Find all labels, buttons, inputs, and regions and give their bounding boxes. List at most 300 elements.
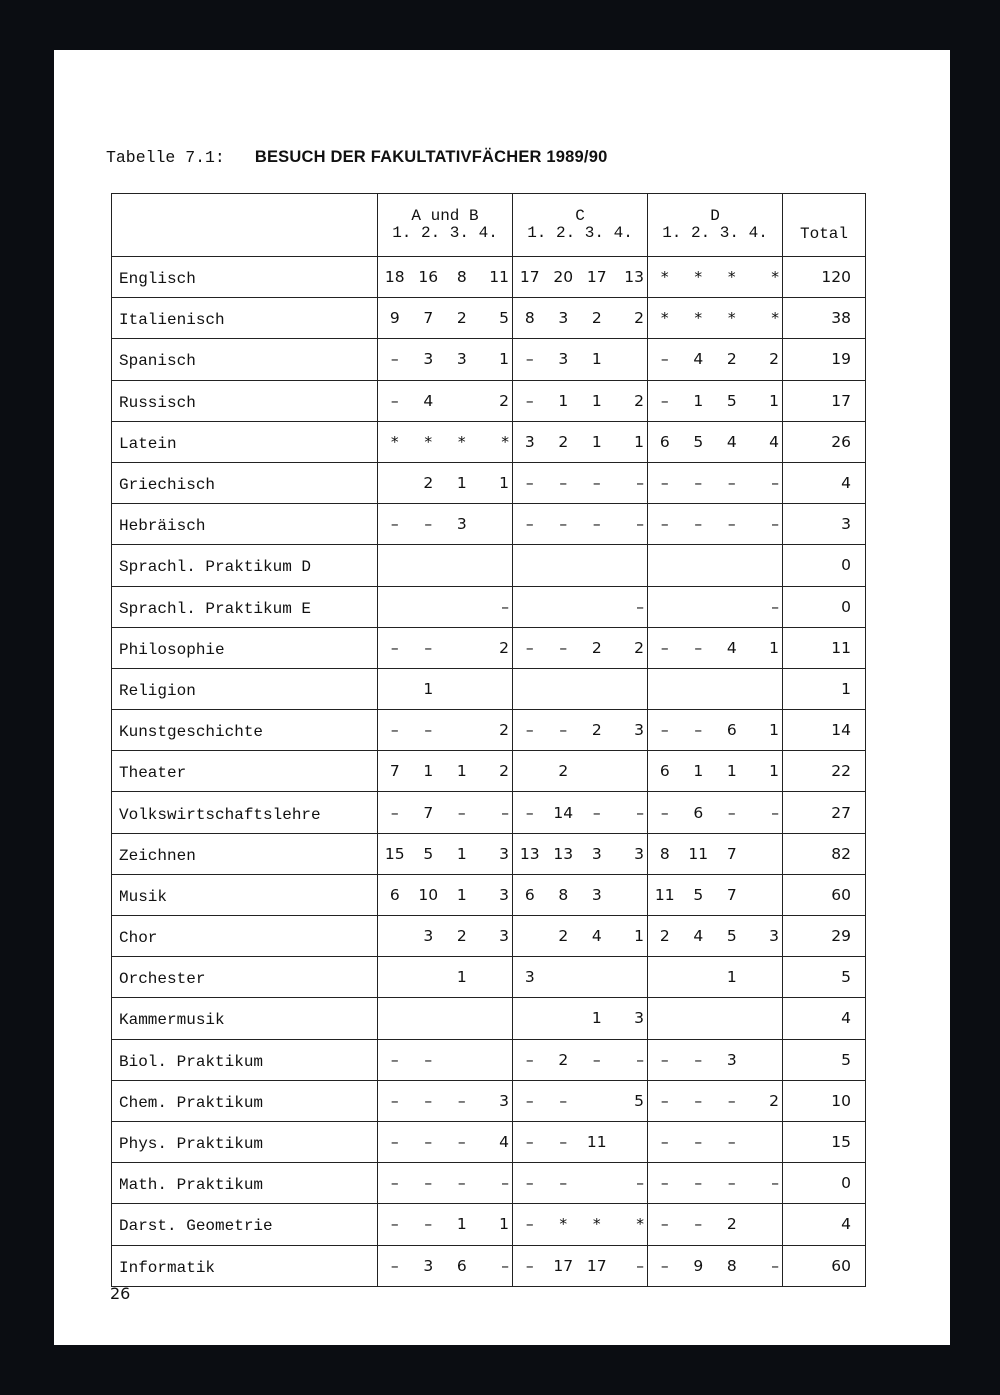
table-row (112, 257, 866, 298)
group-cell-c (513, 545, 648, 586)
value-cell: 11 (586, 1133, 607, 1152)
value-cell: 2 (634, 638, 644, 657)
value-cell: * (694, 309, 703, 328)
value-cell: 3 (499, 885, 509, 904)
value-cell: * (771, 268, 779, 287)
value-cell (648, 967, 682, 987)
value-cell (445, 720, 479, 740)
group-cell-ab (378, 339, 513, 380)
table-row (112, 751, 866, 792)
value-cell: – (525, 515, 534, 534)
value-cell: 2 (499, 638, 509, 657)
value-cell: 11 (654, 885, 675, 904)
value-cell: 1 (558, 391, 569, 410)
value-cell: 3 (423, 927, 434, 946)
value-cell: 6 (524, 885, 535, 904)
value-cell: 8 (524, 309, 535, 328)
total-cell: 0 (783, 586, 866, 627)
value-cell: 1 (456, 1215, 467, 1234)
value-cell: 1 (693, 762, 704, 781)
total-cell: 27 (783, 792, 866, 833)
group-cell-d (648, 1245, 783, 1286)
value-cell (580, 555, 614, 575)
subject-name: Zeichnen (112, 833, 378, 874)
value-cell: 4 (726, 432, 737, 451)
total-cell: 60 (783, 874, 866, 915)
value-cell: 15 (384, 844, 405, 863)
value-cell (547, 1008, 581, 1028)
value-cell (412, 597, 446, 617)
value-cell: 1 (634, 927, 644, 946)
value-cell (513, 597, 547, 617)
value-cell: – (424, 1174, 433, 1193)
value-cell: – (390, 638, 399, 657)
group-cell-d (648, 339, 783, 380)
group-cell-c (513, 710, 648, 751)
group-name: D (710, 207, 720, 225)
value-cell: 1 (456, 762, 467, 781)
value-cell (682, 679, 716, 699)
value-cell: – (636, 1050, 644, 1069)
value-cell: 7 (726, 844, 737, 863)
group-cell-d (648, 257, 783, 298)
value-cell (580, 967, 614, 987)
group-cell-c (513, 998, 648, 1039)
value-cell: – (457, 1091, 466, 1110)
value-cell (749, 967, 783, 987)
value-cell (445, 679, 479, 699)
group-sub: 1. 2. 3. 4. (527, 224, 633, 242)
value-cell: – (424, 1133, 433, 1152)
value-cell: 14 (553, 803, 574, 822)
value-cell: * (559, 1215, 568, 1234)
value-cell: 3 (499, 1091, 509, 1110)
value-cell: 2 (558, 762, 569, 781)
group-cell-ab (378, 710, 513, 751)
group-cell-ab (378, 916, 513, 957)
group-cell-c (513, 1163, 648, 1204)
subject-name: Religion (112, 668, 378, 709)
value-cell (445, 555, 479, 575)
subject-name: Spanisch (112, 339, 378, 380)
value-cell: – (457, 803, 466, 822)
value-cell: – (636, 803, 644, 822)
group-cell-d (648, 462, 783, 503)
value-cell: 1 (693, 391, 704, 410)
total-cell: 19 (783, 339, 866, 380)
subject-name: Philosophie (112, 627, 378, 668)
value-cell: – (390, 1174, 399, 1193)
value-cell (479, 967, 513, 987)
value-cell: – (660, 1091, 669, 1110)
value-cell: 2 (591, 309, 602, 328)
value-cell (715, 679, 749, 699)
table-row (112, 380, 866, 421)
value-cell: – (727, 474, 736, 493)
value-cell: 11 (489, 268, 509, 287)
group-cell-c (513, 957, 648, 998)
subject-name: Informatik (112, 1245, 378, 1286)
group-cell-d (648, 1080, 783, 1121)
value-cell (614, 679, 648, 699)
value-cell: 20 (553, 268, 574, 287)
value-cell: 2 (499, 721, 509, 740)
value-cell: 13 (624, 268, 644, 287)
value-cell: 5 (726, 927, 737, 946)
table-row (112, 504, 866, 545)
table-caption (106, 147, 607, 167)
value-cell (580, 679, 614, 699)
group-name: C (575, 207, 585, 225)
total-cell: 10 (783, 1080, 866, 1121)
value-cell: 3 (423, 1256, 434, 1275)
value-cell: – (390, 803, 399, 822)
value-cell: * (727, 268, 736, 287)
value-cell: 1 (591, 1009, 602, 1028)
value-cell (614, 555, 648, 575)
group-cell-c (513, 833, 648, 874)
group-cell-ab (378, 627, 513, 668)
value-cell (513, 761, 547, 781)
value-cell: – (694, 1091, 703, 1110)
group-cell-c (513, 298, 648, 339)
subject-name: Biol. Praktikum (112, 1039, 378, 1080)
value-cell: 4 (769, 432, 779, 451)
value-cell: 8 (456, 268, 467, 287)
value-cell: – (424, 721, 433, 740)
value-cell: 8 (558, 885, 569, 904)
group-cell-d (648, 1163, 783, 1204)
value-cell: 6 (726, 721, 737, 740)
value-cell: 13 (553, 844, 574, 863)
table-row (112, 421, 866, 462)
value-cell (479, 679, 513, 699)
value-cell: – (390, 1091, 399, 1110)
value-cell (749, 555, 783, 575)
value-cell: 18 (384, 268, 405, 287)
value-cell: – (592, 803, 601, 822)
group-cell-ab (378, 998, 513, 1039)
value-cell: 2 (499, 391, 509, 410)
value-cell: – (424, 1091, 433, 1110)
value-cell: 2 (659, 927, 670, 946)
group-cell-c (513, 586, 648, 627)
subject-name: Sprachl. Praktikum E (112, 586, 378, 627)
table-row (112, 586, 866, 627)
total-cell: 4 (783, 1204, 866, 1245)
group-cell-d (648, 874, 783, 915)
group-cell-d (648, 751, 783, 792)
value-cell: 3 (558, 309, 569, 328)
value-cell: – (525, 1174, 534, 1193)
group-cell-c (513, 257, 648, 298)
value-cell: – (525, 1215, 534, 1234)
value-cell: 3 (456, 350, 467, 369)
group-sub: 1. 2. 3. 4. (392, 224, 498, 242)
value-cell: 3 (558, 350, 569, 369)
group-cell-ab (378, 1204, 513, 1245)
group-cell-d (648, 833, 783, 874)
value-cell: 3 (423, 350, 434, 369)
value-cell: * (660, 309, 669, 328)
value-cell: 1 (456, 885, 467, 904)
value-cell (513, 555, 547, 575)
subject-name: Kammermusik (112, 998, 378, 1039)
group-cell-c (513, 1245, 648, 1286)
group-cell-ab (378, 1245, 513, 1286)
value-cell: 5 (693, 432, 704, 451)
value-cell: – (771, 515, 779, 534)
group-cell-c (513, 668, 648, 709)
value-cell: 2 (726, 350, 737, 369)
value-cell (749, 1214, 783, 1234)
value-cell: 7 (423, 309, 434, 328)
table-row (112, 1163, 866, 1204)
value-cell: 3 (499, 927, 509, 946)
value-cell (580, 597, 614, 617)
total-cell: 5 (783, 1039, 866, 1080)
header-group-ab (378, 194, 513, 257)
header-group-d (648, 194, 783, 257)
value-cell: – (660, 391, 669, 410)
group-cell-ab (378, 504, 513, 545)
value-cell: 4 (423, 391, 434, 410)
value-cell (513, 679, 547, 699)
value-cell: – (559, 638, 568, 657)
value-cell: 1 (769, 391, 779, 410)
value-cell (682, 555, 716, 575)
value-cell (682, 1008, 716, 1028)
group-cell-ab (378, 380, 513, 421)
value-cell: 3 (726, 1050, 737, 1069)
group-cell-d (648, 380, 783, 421)
table-row (112, 710, 866, 751)
group-cell-c (513, 1121, 648, 1162)
value-cell: 2 (456, 927, 467, 946)
group-cell-d (648, 1121, 783, 1162)
value-cell: 4 (693, 350, 704, 369)
value-cell: – (694, 1174, 703, 1193)
value-cell: 3 (499, 844, 509, 863)
total-label: Total (799, 225, 848, 243)
value-cell: – (660, 515, 669, 534)
total-cell: 22 (783, 751, 866, 792)
value-cell (580, 1091, 614, 1111)
group-cell-c (513, 874, 648, 915)
value-cell: – (592, 1050, 601, 1069)
value-cell: – (457, 1174, 466, 1193)
group-cell-d (648, 916, 783, 957)
value-cell: – (424, 515, 433, 534)
table-row (112, 1039, 866, 1080)
value-cell: 13 (519, 844, 540, 863)
value-cell (580, 761, 614, 781)
value-cell: * (727, 309, 736, 328)
value-cell: 5 (634, 1091, 644, 1110)
table-row (112, 792, 866, 833)
value-cell (479, 555, 513, 575)
value-cell: – (592, 474, 601, 493)
value-cell: 6 (659, 432, 670, 451)
subject-name: Orchester (112, 957, 378, 998)
table-row (112, 339, 866, 380)
value-cell: 3 (456, 515, 467, 534)
value-cell: – (559, 1091, 568, 1110)
subject-name: Sprachl. Praktikum D (112, 545, 378, 586)
value-cell: 1 (499, 350, 509, 369)
value-cell: – (424, 1215, 433, 1234)
value-cell: 1 (634, 432, 644, 451)
value-cell: – (660, 1133, 669, 1152)
subject-name: Musik (112, 874, 378, 915)
value-cell (445, 391, 479, 411)
value-cell: – (525, 350, 534, 369)
value-cell (445, 638, 479, 658)
value-cell (513, 1008, 547, 1028)
value-cell: * (771, 309, 779, 328)
value-cell: – (771, 474, 779, 493)
header-blank-cell (112, 194, 378, 257)
value-cell (412, 555, 446, 575)
value-cell: – (559, 1174, 568, 1193)
value-cell: 17 (519, 268, 540, 287)
page-number: 26 (110, 1284, 131, 1303)
value-cell (749, 1132, 783, 1152)
value-cell: * (390, 432, 399, 451)
value-cell: * (694, 268, 703, 287)
value-cell: 2 (769, 350, 779, 369)
value-cell: – (525, 1050, 534, 1069)
group-cell-d (648, 586, 783, 627)
value-cell: * (501, 432, 509, 451)
value-cell: – (727, 803, 736, 822)
header-total (783, 194, 866, 257)
value-cell: 7 (726, 885, 737, 904)
value-cell: – (501, 803, 509, 822)
value-cell: 6 (693, 803, 704, 822)
subject-name: Chor (112, 916, 378, 957)
total-cell: 17 (783, 380, 866, 421)
value-cell: – (525, 1133, 534, 1152)
value-cell: 17 (586, 268, 607, 287)
value-cell: – (424, 638, 433, 657)
subject-name: Volkswirtschaftslehre (112, 792, 378, 833)
value-cell: 1 (591, 432, 602, 451)
group-cell-ab (378, 1080, 513, 1121)
value-cell: 7 (423, 803, 434, 822)
value-cell (412, 967, 446, 987)
group-cell-d (648, 1204, 783, 1245)
value-cell (445, 1050, 479, 1070)
group-cell-ab (378, 1121, 513, 1162)
value-cell: 1 (769, 638, 779, 657)
value-cell: – (694, 1215, 703, 1234)
group-sub: 1. 2. 3. 4. (662, 224, 768, 242)
value-cell: – (771, 1174, 779, 1193)
subject-name: Russisch (112, 380, 378, 421)
value-cell (614, 967, 648, 987)
value-cell: – (694, 515, 703, 534)
value-cell: 1 (456, 968, 467, 987)
value-cell: 1 (769, 762, 779, 781)
total-cell: 120 (783, 257, 866, 298)
value-cell: – (771, 597, 779, 616)
value-cell: 1 (499, 1215, 509, 1234)
header-group-c (513, 194, 648, 257)
value-cell: 17 (586, 1256, 607, 1275)
value-cell: 2 (423, 474, 434, 493)
value-cell: – (636, 597, 644, 616)
table-row (112, 462, 866, 503)
group-cell-c (513, 1204, 648, 1245)
value-cell: 8 (726, 1256, 737, 1275)
attendance-table (111, 193, 866, 1287)
table-row (112, 998, 866, 1039)
value-cell: – (424, 1050, 433, 1069)
value-cell: 5 (499, 309, 509, 328)
value-cell: * (660, 268, 669, 287)
value-cell (749, 885, 783, 905)
total-cell: 1 (783, 668, 866, 709)
group-cell-ab (378, 298, 513, 339)
value-cell (412, 1008, 446, 1028)
value-cell: 4 (726, 638, 737, 657)
group-cell-ab (378, 668, 513, 709)
value-cell: – (660, 1174, 669, 1193)
group-cell-ab (378, 957, 513, 998)
value-cell: 1 (591, 391, 602, 410)
value-cell: 7 (389, 762, 400, 781)
group-cell-ab (378, 1163, 513, 1204)
value-cell: – (694, 474, 703, 493)
table-label: Tabelle 7.1: (106, 148, 225, 167)
value-cell (614, 1132, 648, 1152)
value-cell: 2 (769, 1091, 779, 1110)
total-cell: 3 (783, 504, 866, 545)
value-cell: – (390, 721, 399, 740)
total-cell: 0 (783, 545, 866, 586)
value-cell: 10 (418, 885, 439, 904)
value-cell: 1 (456, 844, 467, 863)
value-cell (378, 967, 412, 987)
table-row (112, 1121, 866, 1162)
group-cell-ab (378, 462, 513, 503)
value-cell (580, 1173, 614, 1193)
group-cell-ab (378, 792, 513, 833)
table-row (112, 874, 866, 915)
value-cell (378, 926, 412, 946)
total-cell: 26 (783, 421, 866, 462)
value-cell: – (559, 515, 568, 534)
value-cell: – (694, 1050, 703, 1069)
subject-name: Math. Praktikum (112, 1163, 378, 1204)
group-cell-ab (378, 545, 513, 586)
value-cell (682, 967, 716, 987)
value-cell (749, 1050, 783, 1070)
value-cell: 6 (659, 762, 670, 781)
value-cell: 3 (634, 721, 644, 740)
table-row (112, 545, 866, 586)
value-cell: – (390, 1050, 399, 1069)
value-cell: 16 (418, 268, 439, 287)
group-cell-c (513, 504, 648, 545)
value-cell: – (660, 350, 669, 369)
value-cell: 2 (499, 762, 509, 781)
value-cell: * (424, 432, 433, 451)
group-cell-d (648, 1039, 783, 1080)
value-cell (378, 1008, 412, 1028)
value-cell (648, 555, 682, 575)
